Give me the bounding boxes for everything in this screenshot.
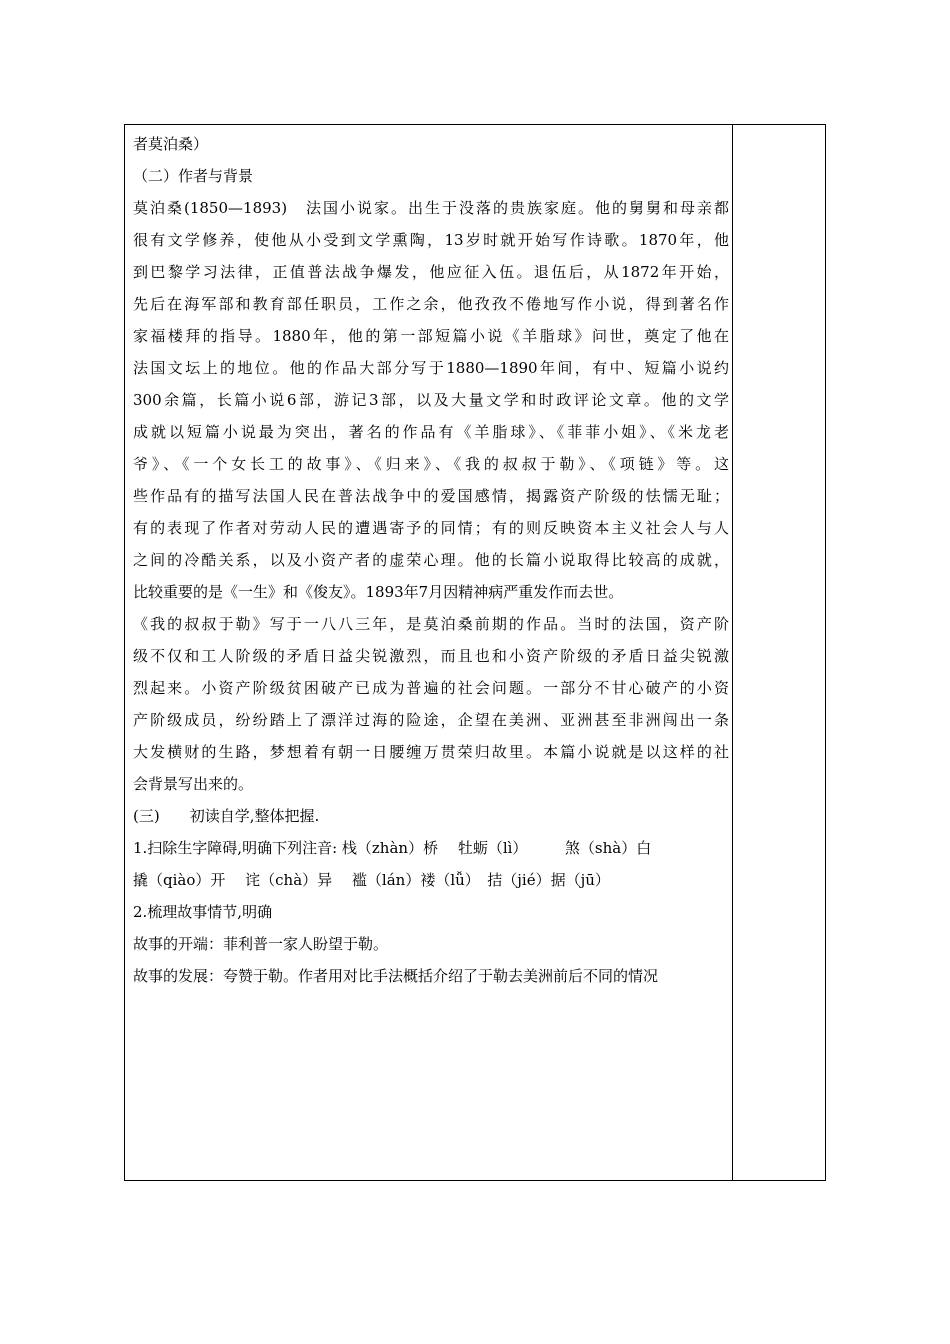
content-cell [133,128,729,1178]
text-line: 些作品有的描写法国人民在普法战争中的爱国感情，揭露资产阶级的怯懦无耻； [133,487,729,505]
text-line: 者莫泊桑） [133,135,209,153]
section-heading-first-reading: (三) 初读自学,整体把握. [133,807,320,825]
text-line: 家福楼拜的指导。1880年，他的第一部短篇小说《羊脂球》问世，奠定了他在 [133,327,729,345]
text-line: 成就以短篇小说最为突出，著名的作品有《羊脂球》、《菲菲小姐》、《米龙老 [133,423,729,441]
text-line: 《我的叔叔于勒》写于一八八三年，是莫泊桑前期的作品。当时的法国，资产阶 [133,615,729,633]
text-line: 之间的冷酷关系，以及小资产者的虚荣心理。他的长篇小说取得比较高的成就， [133,551,729,569]
text-line: 产阶级成员，纷纷踏上了漂洋过海的险途，企望在美洲、亚洲甚至非洲闯出一条 [133,711,729,729]
text-line: 有的表现了作者对劳动人民的遭遇寄予的同情；有的则反映资本主义社会人与人 [133,519,729,537]
text-line: 300余篇，长篇小说6部，游记3部，以及大量文学和时政评论文章。他的文学 [133,391,729,409]
text-line: 很有文学修养，使他从小受到文学熏陶，13岁时就开始写作诗歌。1870年，他 [133,231,729,249]
text-line: 比较重要的是《一生》和《俊友》。1893年7月因精神病严重发作而去世。 [133,583,624,601]
text-line: 先后在海军部和教育部任职员，工作之余，他孜孜不倦地写作小说，得到著名作 [133,295,729,313]
text-line: 大发横财的生路，梦想着有朝一日腰缠万贯荣归故里。本篇小说就是以这样的社 [133,743,729,761]
text-line: 莫泊桑(1850—1893) 法国小说家。出生于没落的贵族家庭。他的舅舅和母亲都 [133,199,729,217]
text-line: 爷》、《一个女长工的故事》、《归来》、《我的叔叔于勒》、《项链》等。这 [133,455,729,473]
text-line: 法国文坛上的地位。他的作品大部分写于1880—1890年间，有中、短篇小说约 [133,359,729,377]
text-line: 烈起来。小资产阶级贫困破产已成为普遍的社会问题。一部分不甘心破产的小资 [133,679,729,697]
text-line: 故事的发展：夸赞于勒。作者用对比手法概括介绍了于勒去美洲前后不同的情况 [133,967,659,985]
text-line: 到巴黎学习法律，正值普法战争爆发，他应征入伍。退伍后，从1872年开始， [133,263,729,281]
text-line: 级不仅和工人阶级的矛盾日益尖锐激烈，而且也和小资产阶级的矛盾日益尖锐激 [133,647,729,665]
lesson-table [124,124,826,1181]
text-line: 故事的开端：菲利普一家人盼望于勒。 [133,935,389,953]
notes-cell [733,125,825,1180]
text-line: 2.梳理故事情节,明确 [133,903,273,921]
section-heading-author-background: （二）作者与背景 [133,167,254,185]
pronunciation-line: 1.扫除生字障碍,明确下列注音: 栈（zhàn）桥 牡蛎（lì） 煞（shà）白 [133,839,652,857]
text-line: 会背景写出来的。 [133,775,254,793]
pronunciation-line: 撬（qiào）开 诧（chà）异 褴（lán）褛（lǚ） 拮（jié）据（jū） [133,871,610,889]
